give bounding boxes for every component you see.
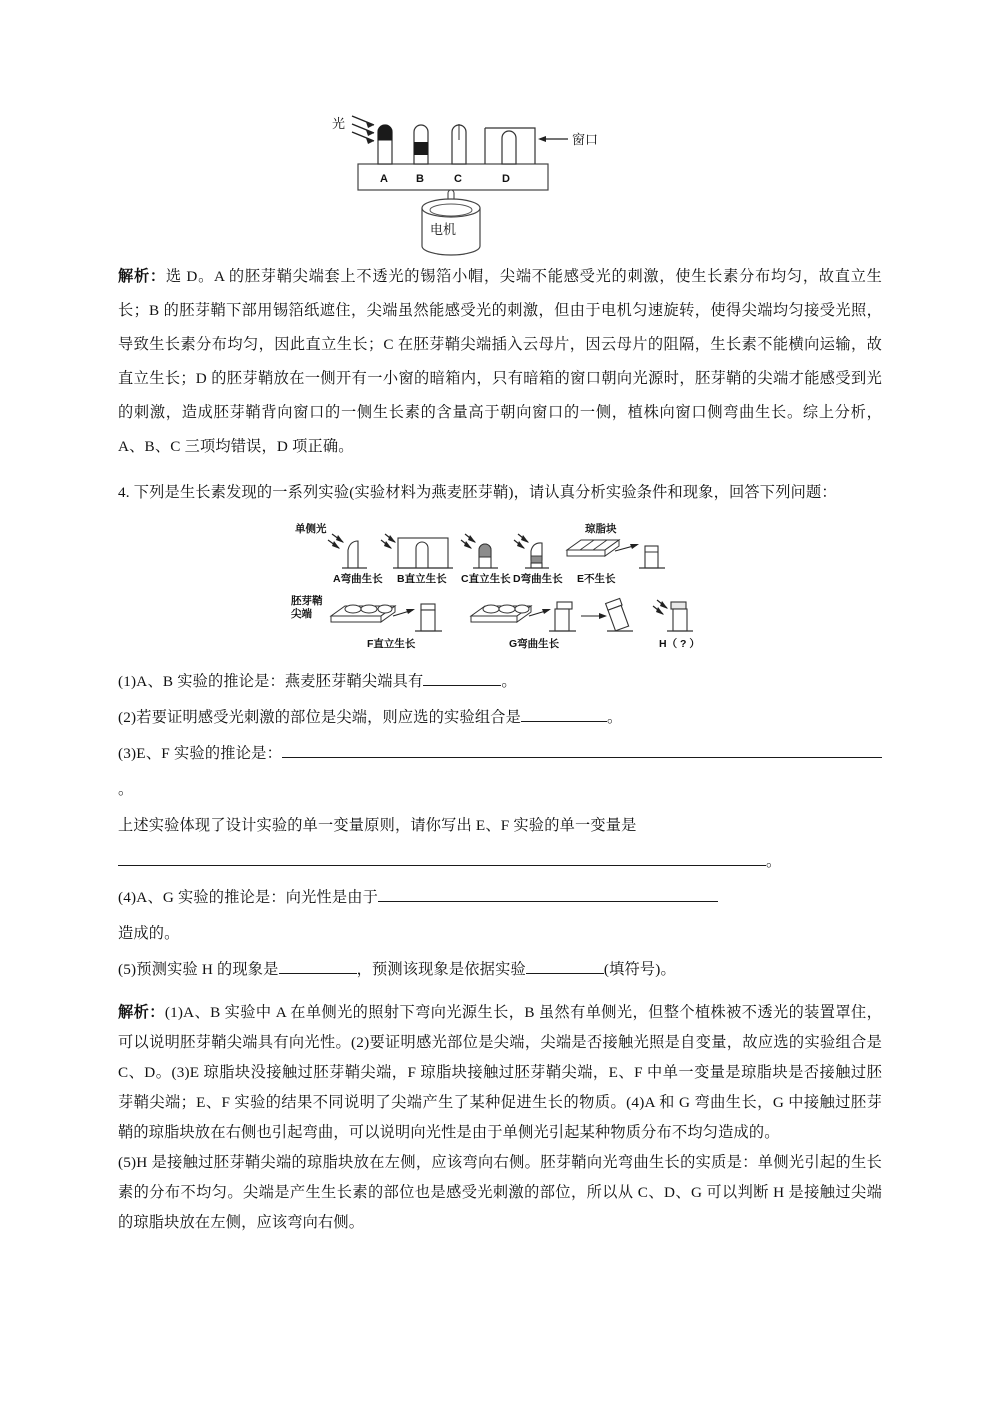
- analysis-paragraph-1: [118, 260, 882, 464]
- q5-text-a: (5)预测实验 H 的现象是: [118, 961, 279, 978]
- q5-text-b: ，预测该现象是依据实验: [356, 961, 526, 978]
- question-4-1: [118, 664, 882, 700]
- question-4-5: [118, 952, 882, 988]
- q4-text-a: (4)A、G 实验的推论是：向光性是由于: [118, 889, 379, 906]
- q3-text-b: 。: [118, 781, 134, 798]
- q3-blank[interactable]: [282, 742, 882, 758]
- experiment-e-caption: E不生长: [577, 573, 616, 585]
- q1-text-a: (1)A、B 实验的推论是：燕麦胚芽鞘尖端具有: [118, 673, 424, 690]
- coleoptile-tip-label-line2: 尖端: [291, 608, 312, 620]
- experiment-g-caption: G弯曲生长: [509, 638, 560, 650]
- agar-block-e-icon: [567, 540, 619, 556]
- light-arrow-b-icon: [381, 534, 396, 549]
- motor-label: 电机: [430, 222, 457, 237]
- experiment-h-diagram: [653, 600, 693, 631]
- window-pointer-icon: [538, 136, 568, 142]
- experiment-f-diagram: [331, 604, 442, 631]
- q3-text-a: (3)E、F 实验的推论是：: [118, 745, 282, 762]
- transfer-arrow-g-icon: [529, 609, 551, 616]
- tube-b-label: B: [416, 173, 424, 185]
- tube-b: [414, 125, 428, 164]
- figure2-svg: [285, 520, 715, 656]
- experiment-b-diagram: [381, 534, 453, 568]
- q5-blank-2[interactable]: [526, 958, 604, 974]
- tube-d-dark-box: [485, 128, 535, 164]
- experiment-h-caption: H（ ? ）: [659, 638, 700, 650]
- light-label: 光: [332, 116, 346, 131]
- question-4-3-note-blank-line: [118, 844, 882, 880]
- experiment-d-diagram: [514, 534, 549, 568]
- q5-blank-1[interactable]: [279, 958, 357, 974]
- q1-text-b: 。: [501, 673, 517, 690]
- question-4-3: [118, 736, 882, 808]
- figure-auxin-experiment-series: [118, 520, 882, 658]
- agar-with-tips-f-icon: [331, 605, 395, 622]
- analysis2-text-2: (5)H 是接触过胚芽鞘尖端的琼脂块放在左侧，应该弯向右侧。胚芽鞘向光弯曲生长的实质是：单侧光引起的生长素的分布不均匀。尖端是产生生长素的部位也是感受光刺激的部位，所以从 C、D、G 可以判断 H 是接触过尖端的琼脂块放在左侧，应该弯向右侧。: [118, 1154, 882, 1231]
- question-4-3-note: 上述实验体现了设计实验的单一变量原则，请你写出 E、F 实验的单一变量是: [118, 817, 637, 834]
- q5-text-c: (填符号)。: [603, 961, 676, 978]
- question-4-4: [118, 880, 882, 916]
- q3-note-end: 。: [766, 853, 782, 870]
- analysis1-lead: 解析：: [118, 268, 166, 285]
- experiment-c-diagram: [461, 534, 498, 568]
- question-4-4-cont: 造成的。: [118, 925, 180, 942]
- light-rays-icon: [352, 116, 374, 144]
- unilateral-light-label: 单侧光: [295, 523, 327, 535]
- light-arrow-d-icon: [514, 534, 529, 549]
- tube-c-label: C: [454, 173, 462, 185]
- q4-blank[interactable]: [378, 886, 718, 902]
- transfer-arrow-f-icon: [393, 609, 415, 616]
- agar-with-tips-g-icon: [471, 605, 531, 622]
- experiment-b-caption: B直立生长: [397, 573, 447, 585]
- tube-a: [378, 125, 392, 164]
- result-arrow-g-icon: [581, 613, 607, 619]
- experiment-a-diagram: [328, 534, 367, 568]
- analysis2-text: (1)A、B 实验中 A 在单侧光的照射下弯向光源生长，B 虽然有单侧光，但整个植株被不透光的装置罩住，可以说明胚芽鞘尖端具有向光性。(2)要证明感光部位是尖端，尖端是否接触光照是自变量，故应选的实验组合是 C、D。(3)E 琼脂块没接触过胚芽鞘尖端，F 琼脂块接触过胚芽鞘尖端，E、F 中单一变量是琼脂块是否接触过胚芽鞘尖端；E、F 实验的结果不同说明了尖端产生了某种促进生长的物质。(4)A 和 G 弯曲生长，G 中接触过胚芽鞘的琼脂块放在右侧也引起弯曲，可以说明向光性是由于单侧光引起某种物质分布不均匀造成的。: [118, 1004, 882, 1141]
- q2-text-a: (2)若要证明感受光刺激的部位是尖端，则应选的实验组合是: [118, 709, 521, 726]
- light-arrow-c-icon: [461, 534, 476, 549]
- q1-blank[interactable]: [423, 670, 501, 686]
- question-4-2: [118, 700, 882, 736]
- analysis2-lead: 解析：: [118, 1004, 165, 1021]
- experiment-a-caption: A弯曲生长: [333, 573, 383, 585]
- analysis-paragraph-2: [118, 998, 882, 1238]
- experiment-c-caption: C直立生长: [461, 573, 511, 585]
- tube-a-label: A: [380, 173, 388, 185]
- q3-note-blank[interactable]: [118, 850, 766, 866]
- window-label: 窗口: [572, 132, 599, 147]
- question-4-stem: [118, 476, 882, 510]
- light-arrow-h-icon: [653, 600, 668, 615]
- experiment-g-diagram: [471, 598, 633, 631]
- experiment-f-caption: F直立生长: [367, 638, 416, 650]
- fill-in-questions: [118, 664, 882, 988]
- q2-blank[interactable]: [521, 706, 607, 722]
- figure-dark-box-apparatus: [118, 96, 882, 256]
- agar-block-label: 琼脂块: [585, 523, 617, 535]
- coleoptile-tip-label-line1: 胚芽鞘: [291, 595, 323, 607]
- q2-text-b: 。: [607, 709, 623, 726]
- light-arrow-a-icon: [328, 534, 344, 549]
- figure1-svg: [330, 96, 670, 256]
- experiment-e-diagram: [567, 540, 665, 568]
- experiment-d-caption: D弯曲生长: [513, 573, 563, 585]
- tube-d-label: D: [502, 173, 510, 185]
- tube-c: [452, 124, 466, 164]
- analysis1-text: 选 D。A 的胚芽鞘尖端套上不透光的锡箔小帽，尖端不能感受光的刺激，使生长素分布均匀，故直立生长；B 的胚芽鞘下部用锡箔纸遮住，尖端虽然能感受光的刺激，但由于电机匀速旋转，使得尖端均匀接受光照，导致生长素分布均匀，因此直立生长；C 在胚芽鞘尖端插入云母片，因云母片的阻隔，生长素不能横向运输，故直立生长；D 的胚芽鞘放在一侧开有一小窗的暗箱内，只有暗箱的窗口朝向光源时，胚芽鞘的尖端才能感受到光的刺激，造成胚芽鞘背向窗口的一侧生长素的含量高于朝向窗口的一侧，植株向窗口侧弯曲生长。综上分析，A、B、C 三项均错误，D 项正确。: [118, 268, 883, 455]
- page-content: [118, 0, 882, 1238]
- question-4-text: 4. 下列是生长素发现的一系列实验(实验材料为燕麦胚芽鞘)，请认真分析实验条件和现象，回答下列问题：: [118, 484, 837, 501]
